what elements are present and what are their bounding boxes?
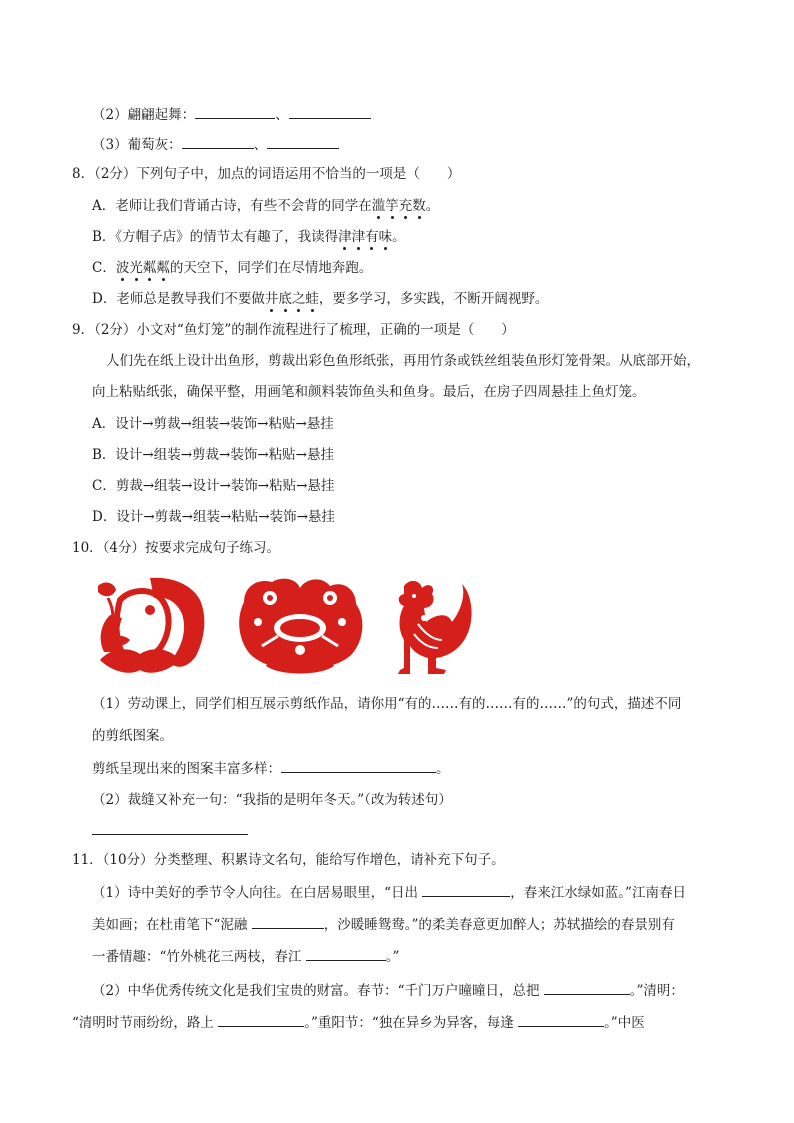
q11-sub1-line1: （1）诗中美好的季节令人向往。在白居易眼里，“日出 ，春来江水绿如蓝。”江南春日 [92, 882, 686, 903]
q10-stem: 10．（4分）按要求完成句子练习。 [72, 540, 281, 556]
q11-sub1-line2: 美如画；在杜甫笔下“泥融 ，沙暖睡鸳鸯。”的柔美春意更加醉人；苏轼描绘的春景别有 [92, 914, 675, 935]
q7-sub3: （3）葡萄灰： 、 [92, 134, 339, 155]
papercut-mice-image [239, 579, 362, 674]
answer-blank[interactable] [306, 946, 386, 961]
answer-blank[interactable] [281, 758, 436, 773]
q8-option-d[interactable]: D．老师总是教导我们不要做井底之蛙，要多学习，多实践，不断开阔视野。 [92, 291, 549, 307]
q9-stem: 9．（2分）小文对“鱼灯笼”的制作流程进行了梳理，正确的一项是（ ） [72, 322, 515, 338]
q10-sub1-line1: （1）劳动课上，同学们相互展示剪纸作品，请你用“有的……有的……有的……”的句式，描述不同 [92, 696, 682, 712]
answer-blank[interactable] [544, 980, 630, 995]
q11-sub2-line1: （2）中华优秀传统文化是我们宝贵的财富。春节：“千门万户曈曈日，总把 。”清明： [92, 980, 684, 1001]
q9-option-c[interactable]: C．剪裁→组装→设计→装饰→粘贴→悬挂 [92, 478, 335, 494]
q10-sub1-line2: 的剪纸图案。 [92, 728, 173, 744]
q9-passage-line2: 向上粘贴纸张，确保平整，用画笔和颜料装饰鱼头和鱼身。最后，在房子四周悬挂上鱼灯笼。 [92, 384, 646, 400]
answer-blank[interactable] [422, 882, 510, 897]
q9-option-a[interactable]: A．设计→剪裁→组装→装饰→粘贴→悬挂 [92, 416, 334, 432]
q11-sub1-line3: 一番情趣：“竹外桃花三两枝，春江 。” [92, 946, 399, 967]
q8-option-b[interactable]: B．《方帽子店》的情节太有趣了，我读得津津有味。 [92, 229, 406, 245]
q9-option-b[interactable]: B．设计→组装→剪裁→装饰→粘贴→悬挂 [92, 447, 334, 463]
q8-option-c[interactable]: C．波光粼粼的天空下，同学们在尽情地奔跑。 [92, 260, 373, 276]
papercut-rooster-image [398, 581, 472, 674]
answer-blank[interactable] [92, 834, 248, 835]
q10-sub1-line3: 剪纸呈现出来的图案丰富多样： 。 [92, 758, 450, 779]
answer-blank[interactable] [518, 1012, 604, 1027]
q9-option-d[interactable]: D．设计→剪裁→组装→粘贴→装饰→悬挂 [92, 509, 335, 525]
q11-sub2-line2: “清明时节雨纷纷，路上 。”重阳节：“独在异乡为异客，每逢 。”中医 [72, 1012, 645, 1033]
papercut-koi-fish-image [98, 578, 204, 673]
q8-stem: 8．（2分）下列句子中，加点的词语运用不恰当的一项是（ ） [72, 166, 461, 182]
q9-passage-line1: 人们先在纸上设计出鱼形，剪裁出彩色鱼形纸张，再用竹条或铁丝组装鱼形灯笼骨架。从底部开始， [106, 353, 700, 369]
q10-sub2: （2）裁缝又补充一句：“我指的是明年冬天。”（改为转述句） [92, 792, 452, 808]
q7-sub2: （2）翩翩起舞： 、 [92, 104, 371, 125]
q11-stem: 11．（10分）分类整理、积累诗文名句，能给写作增色，请补充下句子。 [72, 852, 505, 868]
q8-option-a[interactable]: A．老师让我们背诵古诗，有些不会背的同学在滥竽充数。 [92, 198, 440, 214]
answer-blank[interactable] [218, 1012, 304, 1027]
answer-blank[interactable] [252, 914, 324, 929]
